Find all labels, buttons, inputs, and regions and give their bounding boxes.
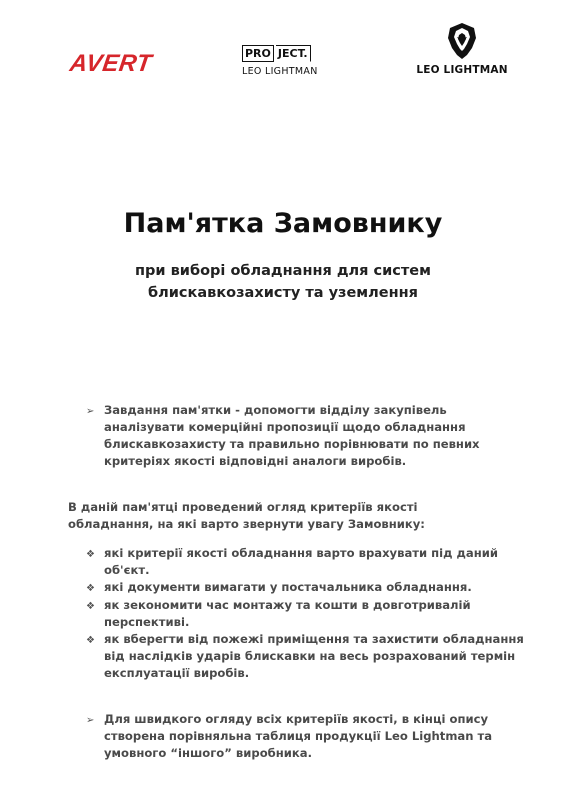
arrow-bullet-icon: ➢	[86, 406, 95, 417]
project-logo-top	[242, 44, 338, 63]
list-item-text: які документи вимагати у постачальника обладнання.	[104, 580, 472, 594]
list-item-text: як вберегти від пожежі приміщення та захистити обладнання від наслідків ударів блискавки на весь розрахований термін експлуатації виробів.	[104, 632, 524, 680]
list-item-text: як зекономити час монтажу та кошти в довготривалій перспективі.	[104, 598, 471, 629]
project-logo-pro: PRO	[242, 45, 274, 62]
subtitle-line-1: при виборі обладнання для систем	[135, 263, 431, 279]
page-subtitle	[0, 260, 566, 304]
diamond-bullet-icon: ❖	[86, 549, 95, 560]
arrow-bullet-icon: ➢	[86, 715, 95, 726]
leo-lightman-wordmark: LEO LIGHTMAN	[416, 64, 508, 76]
purpose-text: Завдання пам'ятки - допомогти відділу закупівель аналізувати комерційні пропозиції щодо обладнання блискавкозахисту та правильно порівнювати по певних критеріях якості відповідні аналоги виробів.	[104, 403, 480, 468]
purpose-paragraph	[86, 402, 526, 470]
list-item	[86, 579, 526, 597]
list-item-text: які критерії якості обладнання варто врахувати під даний об'єкт.	[104, 546, 498, 577]
list-item	[86, 545, 526, 579]
list-item	[86, 631, 526, 682]
project-logo-ject: JECT.	[276, 45, 311, 62]
logo-bar	[0, 0, 566, 100]
lion-head-icon	[447, 22, 477, 60]
project-leo-lightman-logo	[242, 44, 338, 77]
closing-paragraph	[86, 711, 526, 762]
page-title: Пам'ятка Замовнику	[123, 208, 443, 239]
subtitle-line-2: блискавкозахисту та уземлення	[148, 285, 418, 301]
diamond-bullet-icon: ❖	[86, 601, 95, 612]
diamond-bullet-icon: ❖	[86, 635, 95, 646]
list-item	[86, 597, 526, 631]
project-logo-subtitle: LEO LIGHTMAN	[242, 66, 318, 77]
intro-paragraph: В даній пам'ятці проведений огляд критеріїв якості обладнання, на які варто звернути увагу Замовнику:	[68, 500, 425, 531]
leo-lightman-logo	[410, 22, 514, 76]
closing-text: Для швидкого огляду всіх критеріїв якості, в кінці опису створена порівняльна таблиця продукції Leo Lightman та умовного “іншого” виробника.	[104, 712, 493, 760]
criteria-list	[86, 545, 526, 682]
diamond-bullet-icon: ❖	[86, 583, 95, 594]
avert-logo: AVERT	[68, 50, 154, 77]
